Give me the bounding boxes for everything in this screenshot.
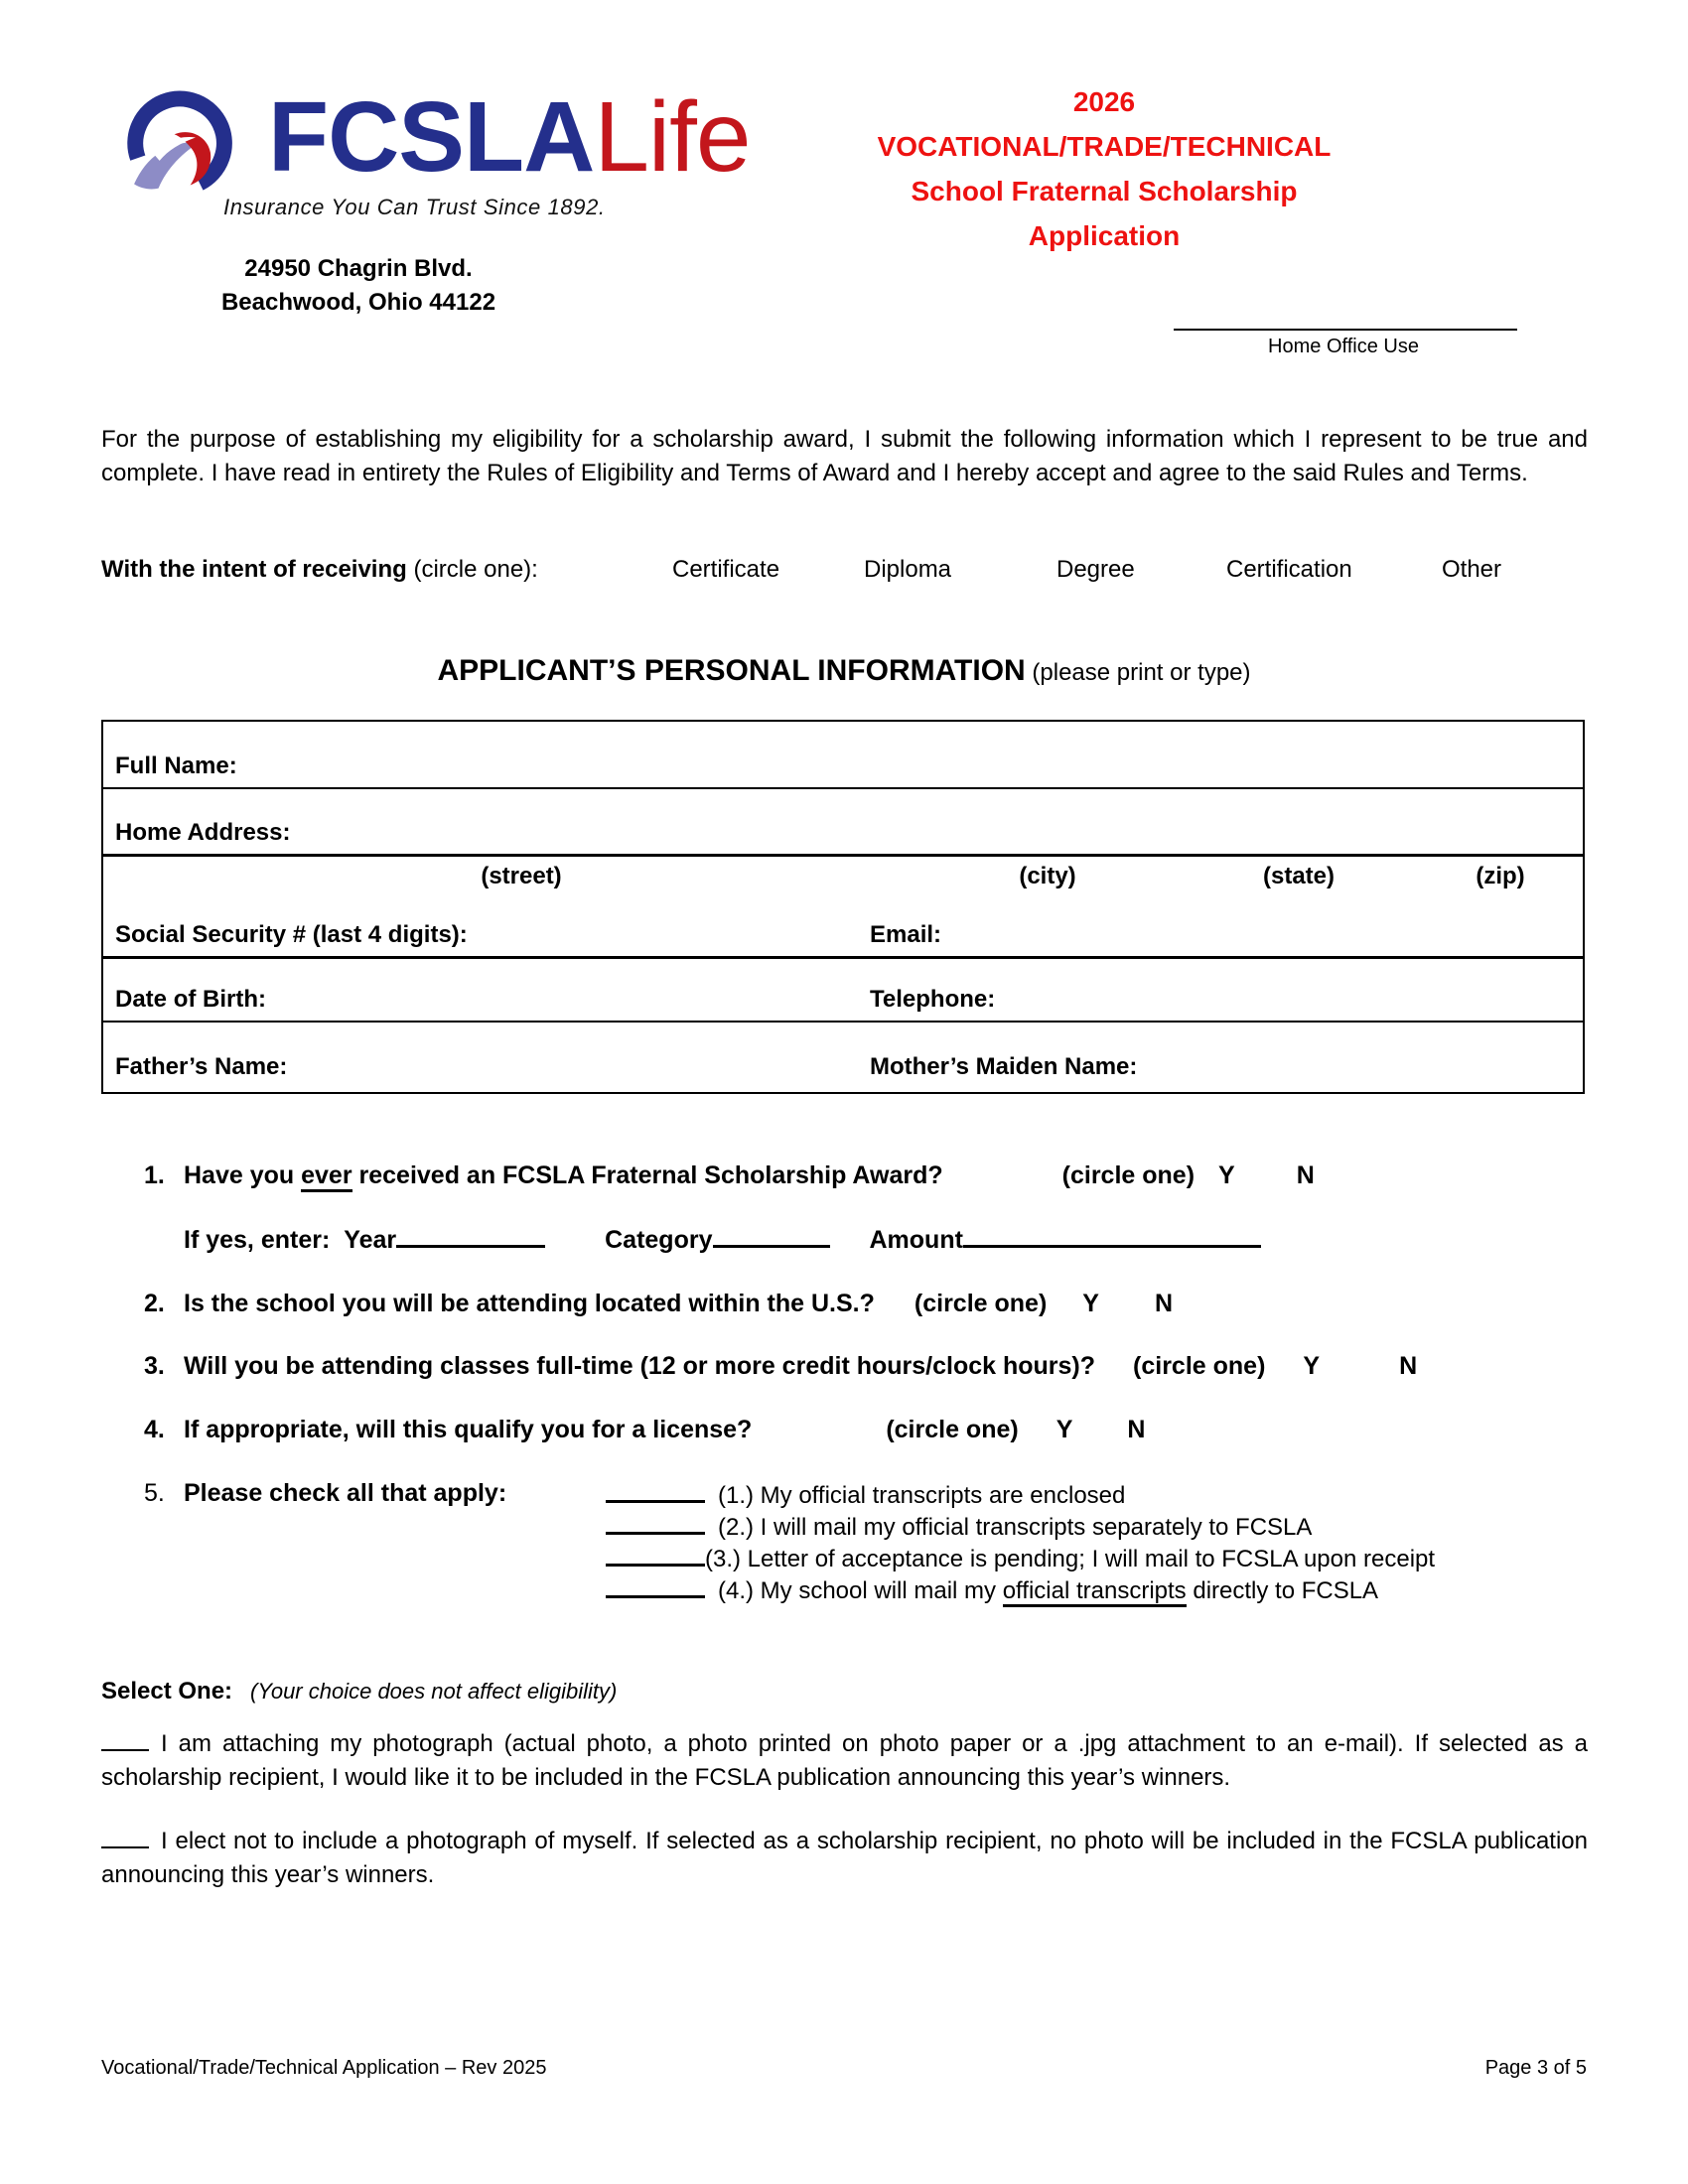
- home-office-label: Home Office Use: [1268, 336, 1419, 357]
- question-3: [144, 1352, 1417, 1381]
- intent-option-diploma[interactable]: Diploma: [864, 556, 952, 583]
- question-2-no[interactable]: N: [1154, 1290, 1174, 1317]
- email-label: Email:: [870, 921, 942, 948]
- personal-info-table: [101, 720, 1585, 1094]
- select-one-heading: [101, 1678, 617, 1706]
- checklist-item-3: [606, 1543, 1435, 1574]
- select-one-label: Select One:: [101, 1678, 233, 1705]
- question-2-yes[interactable]: Y: [1082, 1290, 1099, 1317]
- question-4-text: If appropriate, will this qualify you for a license?: [184, 1416, 753, 1443]
- category-label: Category: [605, 1226, 713, 1254]
- question-1-circle-one: (circle one): [1061, 1161, 1196, 1189]
- ssn-label: Social Security # (last 4 digits):: [115, 921, 468, 948]
- question-1-text-post: received an FCSLA Fraternal Scholarship Award?: [352, 1161, 943, 1189]
- question-3-text: Will you be attending classes full-time (12 or more credit hours/clock hours)?: [184, 1352, 1096, 1380]
- title-line-2: VOCATIONAL/TRADE/TECHNICAL: [877, 131, 1332, 162]
- checklist-item-2: [606, 1511, 1435, 1543]
- checklist-item-3-text: (3.) Letter of acceptance is pending; I will mail to FCSLA upon receipt: [705, 1546, 1436, 1572]
- question-4-number: 4.: [144, 1416, 165, 1443]
- photo-option-attach-blank[interactable]: [101, 1727, 149, 1751]
- question-3-number: 3.: [144, 1352, 165, 1380]
- checklist-item-4-text-pre: (4.) My school will mail my: [718, 1577, 1003, 1604]
- intent-option-certificate[interactable]: Certificate: [672, 556, 780, 583]
- state-sublabel: (state): [1262, 863, 1336, 889]
- question-3-circle-one: (circle one): [1133, 1352, 1266, 1380]
- personal-info-heading: [0, 654, 1688, 688]
- city-sublabel: (city): [1019, 863, 1076, 889]
- question-2: [144, 1290, 1173, 1318]
- amount-blank[interactable]: [963, 1224, 1261, 1248]
- personal-info-heading-text: APPLICANT’S PERSONAL INFORMATION: [437, 654, 1026, 687]
- footer-page-number: Page 3 of 5: [1484, 2057, 1587, 2079]
- document-title: [856, 79, 1352, 258]
- intent-option-degree[interactable]: Degree: [1056, 556, 1135, 583]
- checklist-item-1-blank[interactable]: [606, 1479, 705, 1503]
- checklist-item-1: [606, 1479, 1435, 1511]
- question-3-yes[interactable]: Y: [1303, 1352, 1321, 1380]
- checklist-item-4: [606, 1574, 1435, 1606]
- checklist-item-2-text: (2.) I will mail my official transcripts separately to FCSLA: [718, 1514, 1313, 1541]
- question-4: [144, 1416, 1145, 1444]
- question-3-no[interactable]: N: [1399, 1352, 1418, 1380]
- photo-option-attach: [101, 1727, 1588, 1795]
- intent-line: [101, 556, 538, 584]
- if-yes-label: If yes, enter:: [184, 1226, 331, 1254]
- home-address-row[interactable]: [103, 789, 1583, 857]
- intent-option-certification[interactable]: Certification: [1226, 556, 1352, 583]
- question-4-no[interactable]: N: [1127, 1416, 1146, 1443]
- title-line-3: School Fraternal Scholarship: [911, 176, 1298, 206]
- select-one-note: (Your choice does not affect eligibility): [250, 1679, 618, 1704]
- footer-document-name: Vocational/Trade/Technical Application – Rev 2025: [101, 2057, 547, 2079]
- question-5-checklist: [606, 1479, 1435, 1606]
- checklist-item-4-underlined: official transcripts: [1003, 1577, 1187, 1607]
- intent-option-other[interactable]: Other: [1442, 556, 1502, 583]
- year-label: Year: [344, 1226, 397, 1254]
- question-1-no[interactable]: N: [1296, 1161, 1315, 1189]
- home-office-signature-line[interactable]: [1174, 329, 1517, 331]
- parents-names-row[interactable]: [103, 1023, 1583, 1088]
- checklist-item-1-text: (1.) My official transcripts are enclosed: [718, 1482, 1126, 1509]
- photo-option-decline: [101, 1825, 1588, 1892]
- checklist-item-3-blank[interactable]: [606, 1543, 705, 1567]
- question-4-yes[interactable]: Y: [1055, 1416, 1073, 1443]
- brand-name: FCSLA: [268, 81, 595, 193]
- full-name-row[interactable]: [103, 722, 1583, 789]
- question-1-if-yes-line: [184, 1224, 1261, 1255]
- category-blank[interactable]: [713, 1224, 830, 1248]
- mother-maiden-name-label: Mother’s Maiden Name:: [870, 1053, 1138, 1080]
- fcsla-swirl-logo-icon: [117, 81, 244, 210]
- question-1-number: 1.: [144, 1161, 165, 1189]
- photo-option-decline-blank[interactable]: [101, 1825, 149, 1848]
- title-year: 2026: [1072, 86, 1136, 117]
- company-address: [160, 252, 557, 320]
- amount-label: Amount: [869, 1226, 963, 1254]
- intent-circle-one-note: (circle one):: [413, 556, 538, 583]
- personal-info-heading-note: (please print or type): [1032, 659, 1251, 686]
- brand-suffix: Life: [594, 81, 751, 193]
- zip-sublabel: (zip): [1476, 863, 1525, 889]
- question-2-text: Is the school you will be attending located within the U.S.?: [184, 1290, 875, 1317]
- dob-telephone-row[interactable]: [103, 959, 1583, 1023]
- checklist-item-2-blank[interactable]: [606, 1511, 705, 1535]
- question-4-circle-one: (circle one): [886, 1416, 1019, 1443]
- dob-label: Date of Birth:: [115, 986, 266, 1013]
- intent-label: With the intent of receiving: [101, 556, 407, 583]
- telephone-label: Telephone:: [870, 986, 996, 1013]
- question-2-circle-one: (circle one): [914, 1290, 1048, 1317]
- checklist-item-4-text-post: directly to FCSLA: [1186, 1577, 1379, 1604]
- question-2-number: 2.: [144, 1290, 165, 1317]
- brand-tagline: Insurance You Can Trust Since 1892.: [223, 195, 606, 219]
- question-5-label: Please check all that apply:: [184, 1479, 507, 1507]
- question-1-yes[interactable]: Y: [1218, 1161, 1235, 1189]
- address-line-1: 24950 Chagrin Blvd.: [244, 255, 473, 282]
- full-name-label: Full Name:: [115, 752, 237, 779]
- address-line-2: Beachwood, Ohio 44122: [220, 289, 496, 316]
- checklist-item-4-blank[interactable]: [606, 1574, 705, 1598]
- title-line-4: Application: [1028, 220, 1181, 251]
- year-blank[interactable]: [396, 1224, 545, 1248]
- question-1: [144, 1161, 1315, 1190]
- eligibility-statement: For the purpose of establishing my eligibility for a scholarship award, I submit the following information which I represent to be true and complete. I have read in entirety the Rules of Eligibility and Terms of Award and I hereby accept and agree to the said Rules and Terms.: [101, 426, 1588, 486]
- question-1-text-pre: Have you: [184, 1161, 302, 1189]
- question-1-ever-underlined: ever: [301, 1161, 352, 1192]
- question-5-number: 5.: [144, 1479, 165, 1507]
- fcsla-life-wordmark: [268, 81, 751, 193]
- photo-option-attach-text: I am attaching my photograph (actual photo, a photo printed on photo paper or a .jpg attachment to an e-mail). If selected as a scholarship recipient, I would like it to be included in the FCSLA publication announcing this year’s winners.: [101, 1730, 1588, 1791]
- address-parts-and-ssn-row[interactable]: [103, 857, 1583, 959]
- father-name-label: Father’s Name:: [115, 1053, 288, 1080]
- home-address-label: Home Address:: [115, 819, 291, 846]
- street-sublabel: (street): [481, 863, 562, 889]
- photo-option-decline-text: I elect not to include a photograph of myself. If selected as a scholarship recipient, no photo will be included in the FCSLA publication announcing this year’s winners.: [101, 1828, 1588, 1888]
